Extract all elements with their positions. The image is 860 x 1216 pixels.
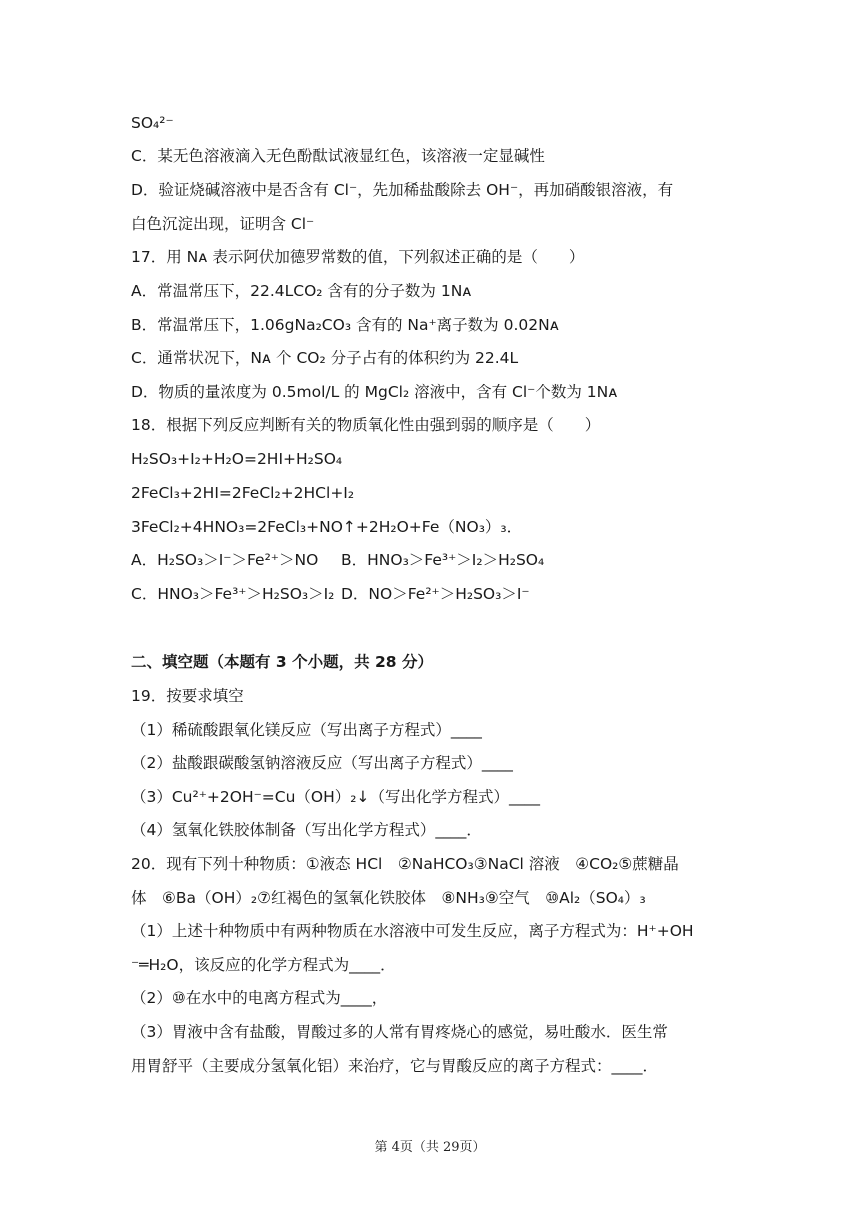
q19-part-1: （1）稀硫酸跟氧化镁反应（写出离子方程式）____ bbox=[131, 721, 482, 739]
q17-stem: 17．用 Nᴀ 表示阿伏加德罗常数的值，下列叙述正确的是（ ） bbox=[131, 248, 585, 266]
q18-reaction-1: H₂SO₃+I₂+H₂O=2HI+H₂SO₄ bbox=[131, 450, 343, 468]
q20-part-3-line2: 用胃舒平（主要成分氢氧化铝）来治疗，它与胃酸反应的离子方程式：____． bbox=[131, 1057, 659, 1075]
q20-stem-line2: 体 ⑥Ba（OH）₂⑦红褐色的氢氧化铁胶体 ⑧NH₃⑨空气 ⑩Al₂（SO₄）₃ bbox=[131, 889, 646, 907]
q19-stem: 19．按要求填空 bbox=[131, 687, 244, 705]
q20-part-1-line1: （1）上述十种物质中有两种物质在水溶液中可发生反应，离子方程式为：H⁺+OH bbox=[131, 922, 694, 940]
prev-option-d-line1: D．验证烧碱溶液中是否含有 Cl⁻，先加稀盐酸除去 OH⁻，再加硝酸银溶液，有 bbox=[131, 181, 674, 199]
prev-option-c: C．某无色溶液滴入无色酚酞试液显红色，该溶液一定显碱性 bbox=[131, 147, 545, 165]
q20-stem-line1: 20．现有下列十种物质：①液态 HCl ②NaHCO₃③NaCl 溶液 ④CO₂⑤蔗糖晶 bbox=[131, 855, 679, 873]
q18-reaction-3: 3FeCl₂+4HNO₃=2FeCl₃+NO↑+2H₂O+Fe（NO₃）₃． bbox=[131, 518, 523, 536]
q19-part-3: （3）Cu²⁺+2OH⁻=Cu（OH）₂↓（写出化学方程式）____ bbox=[131, 788, 540, 806]
q18-stem: 18．根据下列反应判断有关的物质氧化性由强到弱的顺序是（ ） bbox=[131, 416, 601, 434]
q17-option-d: D．物质的量浓度为 0.5mol/L 的 MgCl₂ 溶液中，含有 Cl⁻个数为 1Nᴀ bbox=[131, 383, 618, 401]
q20-part-2: （2）⑩在水中的电离方程式为____， bbox=[131, 989, 388, 1007]
q20-part-3-line1: （3）胃液中含有盐酸，胃酸过多的人常有胃疼烧心的感觉，易吐酸水．医生常 bbox=[131, 1023, 668, 1041]
section-heading: 二、填空题（本题有 3 个小题，共 28 分） bbox=[131, 653, 433, 671]
q18-option-d: D．NO＞Fe²⁺＞H₂SO₃＞I⁻ bbox=[341, 585, 530, 603]
q17-option-a: A．常温常压下，22.4LCO₂ 含有的分子数为 1Nᴀ bbox=[131, 282, 472, 300]
q18-options-cd bbox=[131, 583, 740, 605]
q18-option-a: A．H₂SO₃＞I⁻＞Fe²⁺＞NO bbox=[131, 551, 319, 569]
q20-part-1-line2: ⁻═H₂O，该反应的化学方程式为____． bbox=[131, 956, 396, 974]
q19-part-2: （2）盐酸跟碳酸氢钠溶液反应（写出离子方程式）____ bbox=[131, 754, 513, 772]
fragment-line: SO₄²⁻ bbox=[131, 114, 174, 132]
prev-option-d-line2: 白色沉淀出现，证明含 Cl⁻ bbox=[131, 215, 315, 233]
q17-option-b: B．常温常压下，1.06gNa₂CO₃ 含有的 Na⁺离子数为 0.02Nᴀ bbox=[131, 316, 559, 334]
q17-option-c: C．通常状况下，Nᴀ 个 CO₂ 分子占有的体积约为 22.4L bbox=[131, 349, 519, 367]
q18-reaction-2: 2FeCl₃+2HI=2FeCl₂+2HCl+I₂ bbox=[131, 484, 355, 502]
q19-part-4: （4）氢氧化铁胶体制备（写出化学方程式）____． bbox=[131, 821, 482, 839]
q18-options-ab bbox=[131, 549, 740, 571]
q18-option-b: B．HNO₃＞Fe³⁺＞I₂＞H₂SO₄ bbox=[341, 551, 545, 569]
page-footer: 第 4页（共 29页） bbox=[374, 1140, 486, 1155]
q18-option-c: C．HNO₃＞Fe³⁺＞H₂SO₃＞I₂ bbox=[131, 585, 335, 603]
